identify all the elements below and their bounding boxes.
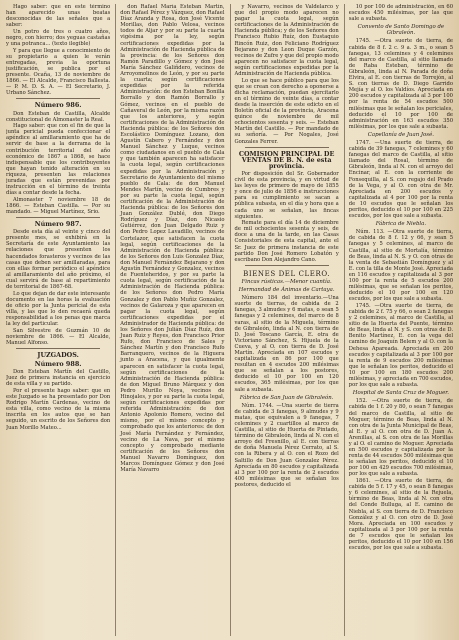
column-1 (6, 4, 110, 636)
notice-text: Lo que dejan de dar este interesante documento en las horas la evaluación de oficio por la Junta pericial de esta villa, y las que lo den recaerá queda responsabilidad a los penas que marca la ley del particular. (6, 290, 111, 328)
subheading: Hospital de Santa Cruz de Moguer. (352, 390, 449, 397)
notice-text: Y para que llegue a conocimiento de su propietario a quien le verán entregadas, previa la oportuna justificación, se publica por el presente. Ocaña, 13 de noviembre de 1866. — El Alcalde, Francisco Ballesta. — P. M. D. S. A. — El Secretario, J. Urbano Sánchez. (6, 47, 111, 97)
notice-text: Por el presente hago saber: que en este Juzgado se ha presentado por Don Rodrigo Martín Cárdenas, vecino de esta villa, como vecino de la misma inscrita en los autos que se han seguido, un escrito de los Señores don Juan Morillo Mateo... (6, 387, 111, 431)
notice-text: Un potro de tres o cuatro años, negro, con hierro; dos yeguas castañas y una potranca... (texto ilegible) (6, 28, 111, 48)
listing-text: 1747. —Una suerte de tierra, de cabida de 39 fanegas, 7 celemines y 60 fanegas del marco de Castilla, al sitio llamado del Rosal, término de Gibraleón, linda al N. con el arroyo del Encinar, al E. con la corriente de Fonsequilla, al S. con regajo del Prado de la Vega, y al O. con otra de Mr. Apreciada en 200 escudos y capitalizada al 4 por 100 por la renta de 10 escudos que le señalan los peritos, deducido el 10 por 100 en 225 escudos, por los que sale a subasta. (348, 139, 453, 220)
listing-text: Núm. 113. —Otra suerte de tierra, de cabida de 8 f. 12 y 66, y sean 5 fanegas y 5 celemines, al marco de Castilla, al sitio de Mortalía, término de Beas, linda al N. S. y O. con otras de la venta de Sebastián Domínguez y al E. con la tilla de Monte José. Apreciada en 116 escudos y capitalizada al 3 por 100 por la renta de 5 escudos 200 milésimas, que se señalan los peritos, deducido el 10 por 100 en 120 escudos, por los que sale a subasta. (348, 229, 453, 303)
subheading: Hermandad de Ánimas de Cartaya. (238, 287, 335, 294)
notice-text: don Rafael María Esteban Martín, don Rafael Pérez y Vázquez, don Rafael Díaz Aranda y Rosa, don José Vicente Morillas, don Pablo Velosa, vecinos todos de Aljar y por su parte la cuarta vigésima por la ley, según certificaciones expedidas por la Administración de Hacienda pública de la provincia: de los Señores don Ramón Paradillo y Gómez y don José María Sánchez Galiñdero, vecinos de Arroyomolinos de León, y por su parte la cuarta; según certificaciones expedidas por la referida Administración: de don Esteban Bonilla Borrallo y don Ramón Borrallo y Gómez, vecinos en el pueblo de Cañaveral de León, por la misma razón que los anteriores, y según certificaciones de la Administración de Hacienda pública: de los Señores don Escolástico Domínguez Lozano, don Agustín Cabero y Fernández y don Manuel Sánchez y Luque, vecinos como ciudadanos en el pueblo de Cala y que también aparecen ha satisfacer la cuota legal, según certificaciones expedidas por la Administración y Secretario de Ayuntamiento del mismo pueblo de Cala: de don Manuel Mendes Martín, vecino de Cumbres y por su parte la cuota legal, según certificación de la Administración de Hacienda pública: de los Señores don Juan González Dublé, don Diego Rodríguez y Díaz, don Nicasio Gutiérrez, don Juan Delgado Ruiz y don Pedro Lopez Lavadillo, vecinos de Cortelazor, que satisfacen la cuota legal, según certificaciones de la Administración de Hacienda pública: de los Señores don Luis Gonzalez Díaz, don Manuel Fernández Bejarano y don Agustín Fernández y Gonzalez, vecinos de Fuenteheridos, y por su parte la cuota legal, según certificación de la Administración de Hacienda pública: de los Señores don Pedro María Gonzalez y don Pablo Muñiz Gonzalez, vecinos de Galaroza y que aparecen en pagar la cuota legal, según certificaciones expedidas por el Administrador de Hacienda pública: de los Señores don Julián Díaz Ruíz, don Juan Ruiz y Reyes, don Francisco Prior Rufo, don Francisco de Sales y Sánchez Martín y don Francisco Rufo Barranquero, vecinos de la Higuera junto a Aracena, y que igualmente aparecen en satisfacer la cuota legal, según certificaciones de la Administración de Hacienda pública: de don Miguel Bruno Márquez y don Pedro Murillo Noya, vecinos de Hinojales, y por su parte la cuota legal, según certificaciones expedidas por referida Administración: de don Antonio Apolonio Romero, vecino del mismo, por el mismo concepto y comprobado que los anteriores: de don José María Fernández y Fernández, vecino de La Nava, por el mismo concepto y comprobado mediante certificación de los Señores don Manuel Navarro Domínguez, don Marcos Domínguez Gómez y don José María Navarro (120, 4, 225, 474)
notice-number: Número 986. (34, 101, 82, 110)
notice-text: Hago saber: que con el fin de que la junta pericial pueda confeccionar el apéndice al amillaramiento que ha de servir de base a la derrama de la contribución territorial del año económico de 1867 a 1868, se hace indispensable que los contribuyentes que hayan tenido alteración en su riqueza, presenten las relaciones juradas que están prevenidas por instrucción en el término de treinta días a contar desde la fecha. (6, 123, 111, 197)
listing-text: 152. —Otra suerte de tierra, de cabida de 1 f. 20 y 80, o sean 7 fanegas del marco de Castilla, al sitio de Moguer, término de Beas, linda al N. con otra de la Junta Municipal de Beas, al E. y al O. con otra de D. Juan A. Arenillas, al S. con otra de las Morillas y al O. el camino de Moguer. Apreciada en 500 escudos y capitalizada por la renta de 44 escudos 500 milésimas que le señalan los peritos, deducido el 10 por 100 en 429 escudos 700 milésimas, por los que sale a subasta. (348, 398, 453, 478)
section-heading: JUZGADOS. (37, 350, 79, 359)
notice-text: Desde esta día al veinte y cinco del presente mes, se exhibirá en la Secretaría de este Ayuntamiento las relaciones que presenten los hacendados forasteros y vecinos de las casas que deben ser amillaradas, para con ellas formar periódico el apéndice al amillaramiento del año próximo, el cual servirá de base al repartimiento de territorial de 1867-68. (6, 229, 111, 291)
listing-text: 1861. —Otra suerte de tierra, de cabida de 5 f. 17 y 45, o sean 8 fanegas y 6 celemines, al sitio de la Rejuela, término de Beas, linda al N. con otra del Conde Bulluga, al E. camino de Niebla, al S. con tierra de D. Francisco González y al O. con otro de D. José Mora. Apreciada en 100 escudos y capitalizada al 3 por 100 por la renta de 7 escudos que le señalan los peritos, deducido el 10 por 100 en 156 escudos, por los que sale a subasta. (348, 478, 453, 552)
subheading: Capellanía de Juan José. (367, 131, 434, 138)
column-2 (115, 4, 224, 636)
notice-text: San Silvestre de Guzmán 10 de noviembre de 1866. — El Alcalde, Manuel Alfonso. (6, 327, 111, 346)
divider (245, 265, 329, 266)
divider (16, 217, 100, 218)
listing-text: Núm. 1744. —Una suerte de tierra de cabida de 3 fanegas, 9 almudes y 9 matas, que equivalen a 9 fanegas, 7 celemines y 2 cuartillos al marco de Castilla, al sitio de Huerta de Pintado, término de Gibraleón, linda al N. con el arroyo del Fresnillo, al E. con tierras de doña Manuela Pérez Cerrato, al S. con la Ribera y al O. con el Rozo del Saltillo de Don Juan Gonzalez Pérez. Aprecíada en 80 escudos y capitalizada al 3 por 100 por la renta de 2 escudos 400 milésimas que se señalan los postores, deducido el (234, 402, 339, 488)
notice-text: y Navarro, vecinos de Valdelarco y que del propio modo aparecen no pagar la cuota legal, según certificaciones de la Administración de Hacienda pública; y de los Señores don Francisco Rubio Ruíz, don Eustaquio Rincón Ruiz, don Feliciano Rodríguez Bejarano y don Leon Duque Garzón, vecinos de Zufre y que del propio modo aparecen no satisfacer la cuota legal, según certificaciones expedidas por la Administración de Hacienda pública. (234, 4, 339, 78)
divider (245, 147, 329, 148)
notice-number: Número 988. (34, 360, 82, 369)
section-heading: BIENES DEL CLERO. (243, 269, 331, 278)
subheading: Fábrica de Niebla. (375, 221, 427, 228)
notice-text: Lo que se hace público para que los que se crean con derecho a oponerse a dicha reclamación, puedan ejercitarlo en el término de veinte días, a contar desde la inserción de este edicto en el Boletín oficial de la provincia, Aracena quince de noviembre de mil ochocientos sesenta y seis. — Esteban Martín del Castillo. — Por mandado de su señoría. — Por Nogales, José Gonzales Ferrer. (234, 77, 339, 145)
notice-text: Almonaster 7 noviembre 18 de 1866. — Esteban Castilla. — Por su mandado. — Miguel Martínez, Srio. (6, 196, 111, 215)
notice-text: Por disposición del Sr. Gobernador civil de esta provincia, y en virtud de las leyes de primero de mayo de 1855 y once de julio de 1856 e instrucciones para su cumplimiento se sacan a pública subasta, en el día y hora que a cada uno se señalan, las fincas siguientes. (234, 170, 339, 220)
listing-text: Número 184 del inventario.—Una suerte de tierras, de cabida de 2 fanegas, 3 almudes y 6 matas, o sean 5 fanegas y 2 celemines, del marco de 8 varas, al sitio de la Miguela, término de Gibraleón, linda al N. con tierra de D. José Toscano García, E. otra de Victoriano Sánchez, S. Hijuela de la Cueva, y al O. con tierra de D. José Martín. Aprecíada en 107 escudos y capitalizada en 86 por 100 que resultan en 4 escudos 200 milésimas que se señalan a los postores, deducido el 10 por 100 en 120 escudos, 365 milésimas, por los que sale a subasta. (234, 295, 339, 393)
subheading: Fábrica de San Juan de Gibraleón. (239, 394, 334, 401)
column-3 (230, 4, 339, 636)
subheading: Fincas rústicas.—Menor cuantía. (241, 278, 332, 285)
notice-text: Don Esteban de Castilla, Alcalde constitucional de Almonaster la Real. (6, 110, 111, 123)
divider (16, 98, 100, 99)
listing-text: 10 por 100 de administración, en 60 escudos 450 milésimas, por las que sale a subasta. (348, 4, 453, 23)
notice-text: Hago saber: que en este término han aparecido unas beatas desconocidas de las señales que a saber: (6, 4, 111, 29)
listing-text: 1745. —Otra suerte de tierra, de cabida de 8 f. 2 c. 9 a. 3 m., o sean 5 fanegas, 13 celemines y 4 celemines del marco de Castilla, al sitio llamado de Raba Esteban, término de Gibraleón, linda al N. Parada de doña Elvira, al E. con tierras de Torrejón, al S. con tierras de D. Diego Garrido Mejía y al O. los Valdíos. Apreciada en 200 escudos y capitalizada al 3 por 100 por la renta de 54 escudos 500 milésimas que le señalan los periciales, deducido el 10 por 100 de administración en 163 escudos 350 milésimas, por los que sale a subasta. (348, 38, 453, 130)
listing-text: 1745. —Otra suerte de tierra, de cabida de 2 f. 75 y 66, o sean 2 fanegas y 2 celemines, al marco de Castilla, al sitio de la Huerta del Puente, término de Beas, linda al N. y S. con otras de D. Benito Martínez, E. con la vega del camino de Joaquín Belem y al O. con la Dehesa Apareada. Apreciada en 200 escudos y capitalizada al 3 por 100 por la renta de 9 escudos 200 milésimas que le señalan los peritos, deducido el 10 por 100 en 180 escudos 200 milésimas, y apreciada en 700 escudos, por los que sale a subasta. (348, 302, 453, 389)
column-4 (344, 4, 453, 636)
notice-text: Remate para el día 14 de diciembre de mil ochocientos sesenta y seis, de doce a una de la tarde, en las Casas Consistoriales de esta capital, ante el Sr. Juez de primera instancia de este partido Don José Romero Lobatón y escribano Don Alejandro Cano. (234, 220, 339, 263)
section-heading: COMISION PRINCIPAL DE VENTAS DE B. N. de esta provincia. (238, 149, 335, 170)
notice-text: Don Esteban Martín del Castillo, Juez de primera instancia en ejercicio de esta villa y su partido. (6, 369, 111, 388)
divider (16, 348, 100, 349)
notice-number: Número 987. (34, 220, 82, 229)
subheading: Convento de Santo Domingo de Gibraleón. (357, 24, 445, 37)
